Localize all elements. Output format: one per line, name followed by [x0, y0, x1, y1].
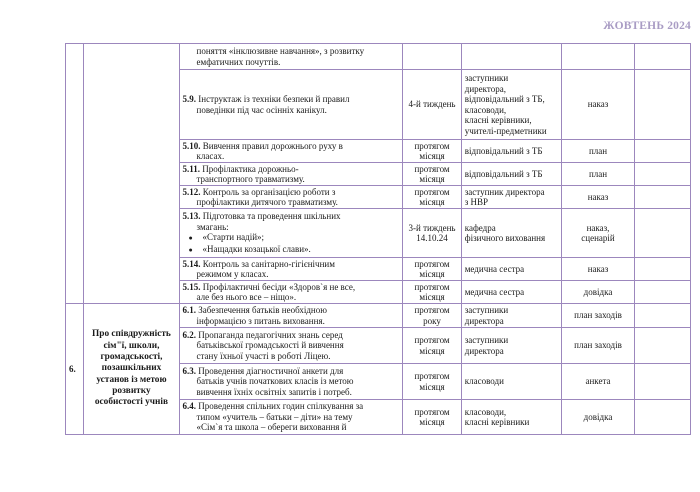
activity-text-line: Профілактичні бесіди «Здоров`я не все, — [202, 281, 356, 292]
mark-cell — [634, 186, 690, 209]
activity-id: 5.15. — [182, 281, 201, 292]
bullet-icon: ● — [188, 234, 193, 242]
responsible-text-line: відповідальний з ТБ — [464, 145, 543, 156]
mark-cell — [634, 328, 690, 364]
activity-text-line: Профілактика дорожньо- — [202, 163, 299, 174]
term-cell — [403, 400, 461, 435]
activity-text-line: Проведення спільних годин спілкування за — [198, 401, 364, 412]
mark-cell — [634, 281, 690, 304]
responsible-cell — [461, 328, 562, 364]
term-text: місяця — [419, 174, 445, 184]
output-cell — [562, 209, 634, 258]
responsible-text-line: з НВР — [464, 197, 489, 207]
section-5-number-cell — [66, 44, 84, 304]
activity-id: 5.12. — [182, 186, 201, 197]
term-text: протягом — [414, 186, 450, 197]
activity-text-line: інформацією з питань виховання. — [196, 315, 325, 326]
activity-text-line: типом «учитель – батьки – діти» на тему — [196, 411, 353, 422]
activity-id: 5.9. — [182, 94, 197, 104]
output-text: наказ — [587, 191, 609, 202]
term-text: місяця — [419, 345, 445, 356]
responsible-text-line: медична сестра — [464, 286, 525, 297]
responsible-cell — [461, 163, 562, 186]
output-cell — [562, 140, 634, 163]
term-text: протягом — [414, 163, 450, 174]
output-cell — [562, 44, 634, 70]
term-text: місяця — [419, 151, 445, 161]
mark-cell — [634, 163, 690, 186]
term-text: місяця — [419, 292, 445, 302]
term-text: місяця — [419, 197, 445, 207]
activity-id: 5.11. — [182, 163, 201, 174]
term-cell — [403, 44, 461, 70]
output-text: наказ, — [586, 222, 610, 233]
term-cell — [403, 281, 461, 304]
output-text: наказ — [587, 99, 609, 110]
mark-cell — [634, 258, 690, 281]
activity-text-line: стану їхньої участі в роботі Ліцею. — [196, 350, 331, 361]
responsible-cell — [461, 209, 562, 258]
responsible-text-line: директора — [464, 345, 504, 356]
term-text: протягом — [414, 335, 450, 345]
activity-text-line: «Сім`я та школа – обереги виховання й — [196, 422, 347, 433]
responsible-text-line: заступники — [464, 73, 509, 83]
term-cell — [403, 364, 461, 400]
term-text: місяця — [419, 381, 445, 392]
term-text: протягом — [414, 305, 450, 315]
activity-id: 6.3. — [182, 365, 197, 376]
responsible-cell — [461, 304, 562, 328]
responsible-text-line: медична сестра — [464, 263, 525, 274]
activity-cell — [179, 400, 403, 435]
responsible-text-line: фізичного виховання — [464, 233, 546, 243]
activity-text-line: емфатичних почуттів. — [196, 56, 281, 67]
activity-text-line: Забезпечення батьків необхідною — [198, 305, 327, 315]
mark-cell — [634, 364, 690, 400]
activity-cell — [179, 328, 403, 364]
activity-cell — [179, 258, 403, 281]
term-cell — [403, 140, 461, 163]
output-cell — [562, 364, 634, 400]
activity-cell — [179, 70, 403, 140]
activity-text-line: профілактики дитячого травматизму. — [196, 197, 338, 207]
activity-text-line: але без нього все – ніщо». — [196, 292, 297, 302]
responsible-text-line: заступник директора — [464, 186, 545, 197]
activity-id: 6.2. — [182, 329, 197, 340]
activity-text-line: Проведення діагностичної анкети для — [198, 365, 344, 376]
activity-id: 6.4. — [182, 401, 197, 412]
term-cell — [403, 209, 461, 258]
term-text: протягом — [414, 371, 450, 381]
output-cell — [562, 304, 634, 328]
responsible-text-line: відповідальний з ТБ — [464, 168, 543, 179]
term-text: місяця — [419, 269, 445, 279]
responsible-cell — [461, 140, 562, 163]
activity-text-line: батьківської громадськості й вивчення — [196, 340, 344, 351]
output-text: план — [588, 168, 608, 179]
responsible-cell — [461, 44, 562, 70]
term-text: протягом — [414, 140, 450, 151]
responsible-text-line: класні керівники — [464, 417, 530, 427]
activity-id: 5.13. — [182, 211, 201, 221]
responsible-cell — [461, 281, 562, 304]
responsible-text-line: класоводи, — [464, 104, 507, 115]
responsible-cell — [461, 400, 562, 435]
output-cell — [562, 400, 634, 435]
activity-cell — [179, 186, 403, 209]
mark-cell — [634, 400, 690, 435]
output-cell — [562, 258, 634, 281]
section-6-number: 6. — [66, 304, 84, 435]
activity-text-line: батьків учнів початкових класів із метою — [196, 376, 354, 387]
mark-cell — [634, 140, 690, 163]
term-text: 14.10.24 — [416, 233, 448, 243]
responsible-text-line: класоводи — [464, 376, 504, 387]
term-text: 4-й тиждень — [408, 99, 456, 110]
responsible-text-line: класні керівники, — [464, 115, 532, 125]
term-text: 3-й тиждень — [408, 222, 456, 233]
activity-text-line: змагань: — [196, 221, 229, 232]
term-cell — [403, 328, 461, 364]
month-header: ЖОВТЕНЬ 2024 — [603, 20, 691, 32]
responsible-text-line: учителі-предметники — [464, 125, 547, 136]
mark-cell — [634, 209, 690, 258]
term-cell — [403, 70, 461, 140]
responsible-text-line: кафедра — [464, 222, 496, 233]
responsible-text-line: директора, — [464, 83, 506, 94]
mark-cell — [634, 70, 690, 140]
output-text: план — [588, 145, 608, 156]
section-6-topic: Про співдружність сім"ї, школи, громадськості, позашкільних установ із метою розвитку особистості учнів — [84, 304, 179, 435]
responsible-text-line: директора — [464, 315, 504, 326]
activity-cell — [179, 281, 403, 304]
mark-cell — [634, 304, 690, 328]
activity-text-line: Пропаганда педагогічних знань серед — [198, 329, 343, 340]
responsible-text-line: відповідальний з ТБ, — [464, 94, 545, 104]
activity-cell — [179, 163, 403, 186]
activity-text-line: Контроль за санітарно-гігієнічним — [202, 258, 335, 269]
activity-cell — [179, 364, 403, 400]
term-cell — [403, 258, 461, 281]
bullet-icon: ● — [188, 245, 193, 254]
activity-text-line: транспортного травматизму. — [196, 174, 305, 184]
activity-cell — [179, 209, 403, 258]
activity-cell — [179, 140, 403, 163]
output-cell — [562, 163, 634, 186]
responsible-text-line: заступники — [464, 335, 509, 345]
activity-cell — [179, 44, 403, 70]
activity-text-line: Підготовка та проведення шкільних — [202, 211, 341, 221]
activity-text-line: поняття «інклюзивне навчання», з розвитку — [196, 46, 365, 56]
output-cell — [562, 186, 634, 209]
activity-text-line: режимом у класах. — [196, 269, 269, 279]
term-text: протягом — [414, 258, 450, 269]
term-text: місяця — [419, 417, 445, 427]
activity-text-line: Контроль за організацією роботи з — [202, 186, 336, 197]
output-text: анкета — [585, 376, 611, 387]
bullet-item: ● «Нащадки козацької слави». — [188, 243, 311, 254]
output-text: план заходів — [574, 310, 622, 321]
output-text: наказ — [587, 263, 609, 274]
activity-id: 5.14. — [182, 258, 201, 269]
plan-table — [65, 43, 691, 435]
responsible-cell — [461, 186, 562, 209]
activity-text-line: вивчення їхніх освітніх запитів і потреб. — [196, 386, 352, 397]
term-text: протягом — [414, 406, 450, 417]
output-text: сценарій — [581, 233, 615, 243]
bullet-item: ● «Старти надій»; — [188, 232, 265, 242]
responsible-cell — [461, 364, 562, 400]
responsible-cell — [461, 70, 562, 140]
table-row-continuation — [66, 44, 691, 70]
activity-text-line: Інструктаж із техніки безпеки й правил — [198, 94, 350, 104]
mark-cell — [634, 44, 690, 70]
term-text: року — [423, 315, 441, 326]
output-text: довідка — [583, 411, 613, 422]
table-row — [66, 304, 691, 328]
term-cell — [403, 186, 461, 209]
activity-cell — [179, 304, 403, 328]
activity-text-line: Вивчення правил дорожнього руху в — [202, 140, 343, 151]
term-text: протягом — [414, 281, 450, 292]
output-cell — [562, 70, 634, 140]
term-cell — [403, 163, 461, 186]
activity-text-line: поведінки під час осінніх канікул. — [196, 104, 327, 115]
section-5-topic-cell — [84, 44, 179, 304]
output-text: план заходів — [574, 340, 622, 351]
output-cell — [562, 281, 634, 304]
responsible-cell — [461, 258, 562, 281]
output-text: довідка — [583, 286, 613, 297]
activity-text-line: класах. — [196, 151, 225, 161]
term-cell — [403, 304, 461, 328]
responsible-text-line: заступники — [464, 305, 509, 315]
activity-id: 6.1. — [182, 305, 197, 315]
activity-id: 5.10. — [182, 140, 201, 151]
responsible-text-line: класоводи, — [464, 406, 507, 417]
output-cell — [562, 328, 634, 364]
